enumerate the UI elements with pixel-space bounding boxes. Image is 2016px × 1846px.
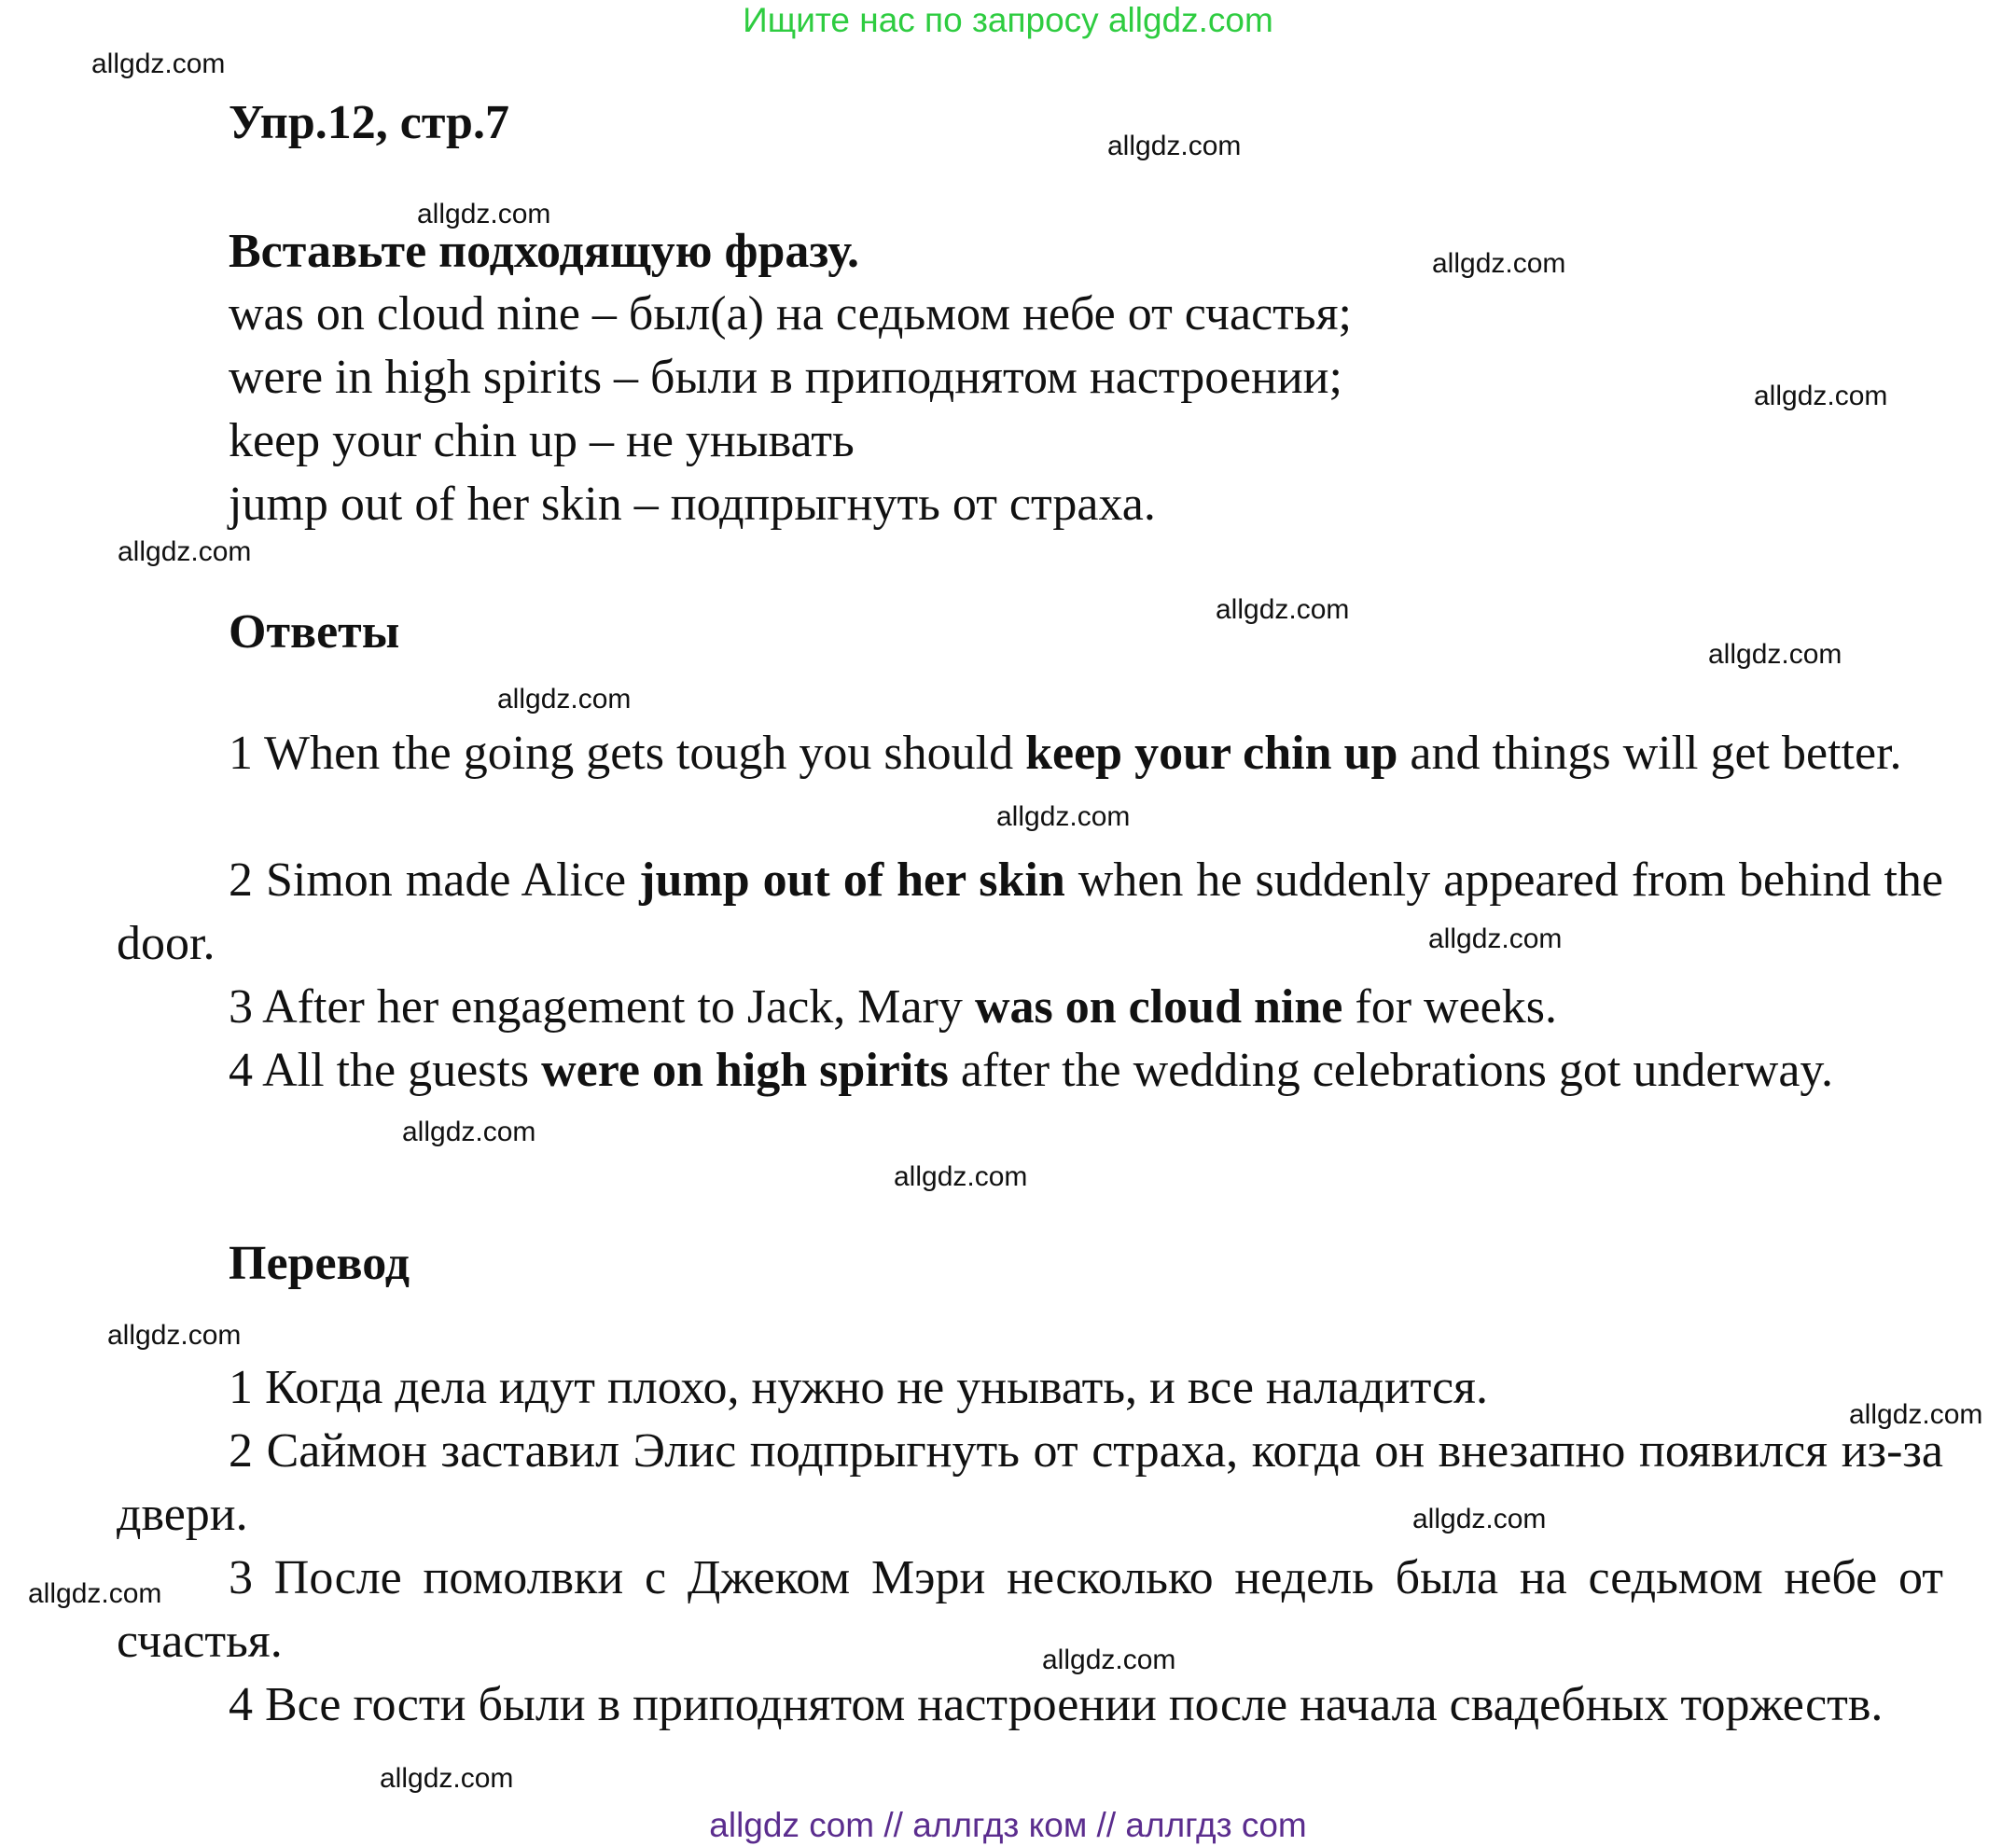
translation-item: 1 Когда дела идут плохо, нужно не унывать, и все наладится.: [229, 1361, 1488, 1414]
translation-heading: Перевод: [229, 1237, 410, 1290]
watermark: allgdz.com: [1412, 1504, 1547, 1534]
answer-text: 3 After her engagement to Jack, Mary: [229, 980, 975, 1034]
watermark: allgdz.com: [107, 1320, 242, 1351]
watermark: allgdz.com: [118, 536, 252, 567]
answer-item: [117, 1039, 1943, 1103]
watermark: allgdz.com: [1216, 594, 1350, 625]
answer-item: [117, 722, 1943, 785]
exercise-instruction: Вставьте подходящую фразу.: [229, 225, 860, 278]
watermark: allgdz.com: [402, 1117, 536, 1147]
answer-text: 1 When the going gets tough you should: [229, 727, 1026, 780]
answer-phrase: keep your chin up: [1025, 727, 1398, 780]
answer-phrase: were on high spirits: [541, 1044, 949, 1097]
answer-item: [117, 976, 1943, 1039]
phrase-item: keep your chin up – не унывать: [229, 414, 855, 467]
watermark: allgdz.com: [1107, 131, 1242, 161]
answer-text: when he suddenly appeared from behind the door.: [117, 854, 1943, 970]
answer-phrase: was on cloud nine: [974, 980, 1343, 1034]
phrase-item: were in high spirits – были в приподнятом настроении;: [229, 351, 1342, 404]
exercise-title: Упр.12, стр.7: [229, 96, 509, 149]
watermark: allgdz.com: [91, 49, 226, 79]
watermark: allgdz.com: [28, 1578, 162, 1609]
answers-heading: Ответы: [229, 605, 400, 659]
watermark: allgdz.com: [1849, 1399, 1983, 1430]
watermark: allgdz.com: [417, 199, 551, 229]
watermark: allgdz.com: [1042, 1645, 1176, 1675]
answer-item: [117, 849, 1943, 976]
top-banner: Ищите нас по запросу allgdz.com: [743, 1, 1273, 39]
watermark: allgdz.com: [497, 684, 632, 715]
translation-item: 2 Саймон заставил Элис подпрыгнуть от страха, когда он внезапно появился из-за двери.: [117, 1424, 1943, 1541]
watermark: allgdz.com: [996, 801, 1131, 832]
answer-phrase: jump out of her skin: [639, 854, 1065, 907]
phrase-item: was on cloud nine – был(а) на седьмом небе от счастья;: [229, 287, 1352, 340]
translation-item: 4 Все гости были в приподнятом настроении после начала свадебных торжеств.: [229, 1678, 1884, 1731]
answer-text: for weeks.: [1342, 980, 1557, 1034]
answer-text: 2 Simon made Alice: [229, 854, 640, 907]
watermark: allgdz.com: [1432, 248, 1566, 279]
translation-item: 3 После помолвки с Джеком Мэри несколько недель была на седьмом небе от счастья.: [117, 1551, 1943, 1668]
answer-text: and things will get better.: [1397, 727, 1902, 780]
watermark: allgdz.com: [1708, 639, 1842, 670]
phrase-item: jump out of her skin – подпрыгнуть от страха.: [229, 478, 1156, 531]
bottom-banner: allgdz com // аллгдз ком // аллгдз com: [709, 1806, 1307, 1844]
watermark: allgdz.com: [380, 1763, 514, 1794]
watermark: allgdz.com: [894, 1161, 1028, 1192]
watermark: allgdz.com: [1428, 923, 1563, 954]
watermark: allgdz.com: [1754, 381, 1888, 411]
answer-text: 4 All the guests: [229, 1044, 542, 1097]
answer-text: after the wedding celebrations got underway.: [948, 1044, 1834, 1097]
